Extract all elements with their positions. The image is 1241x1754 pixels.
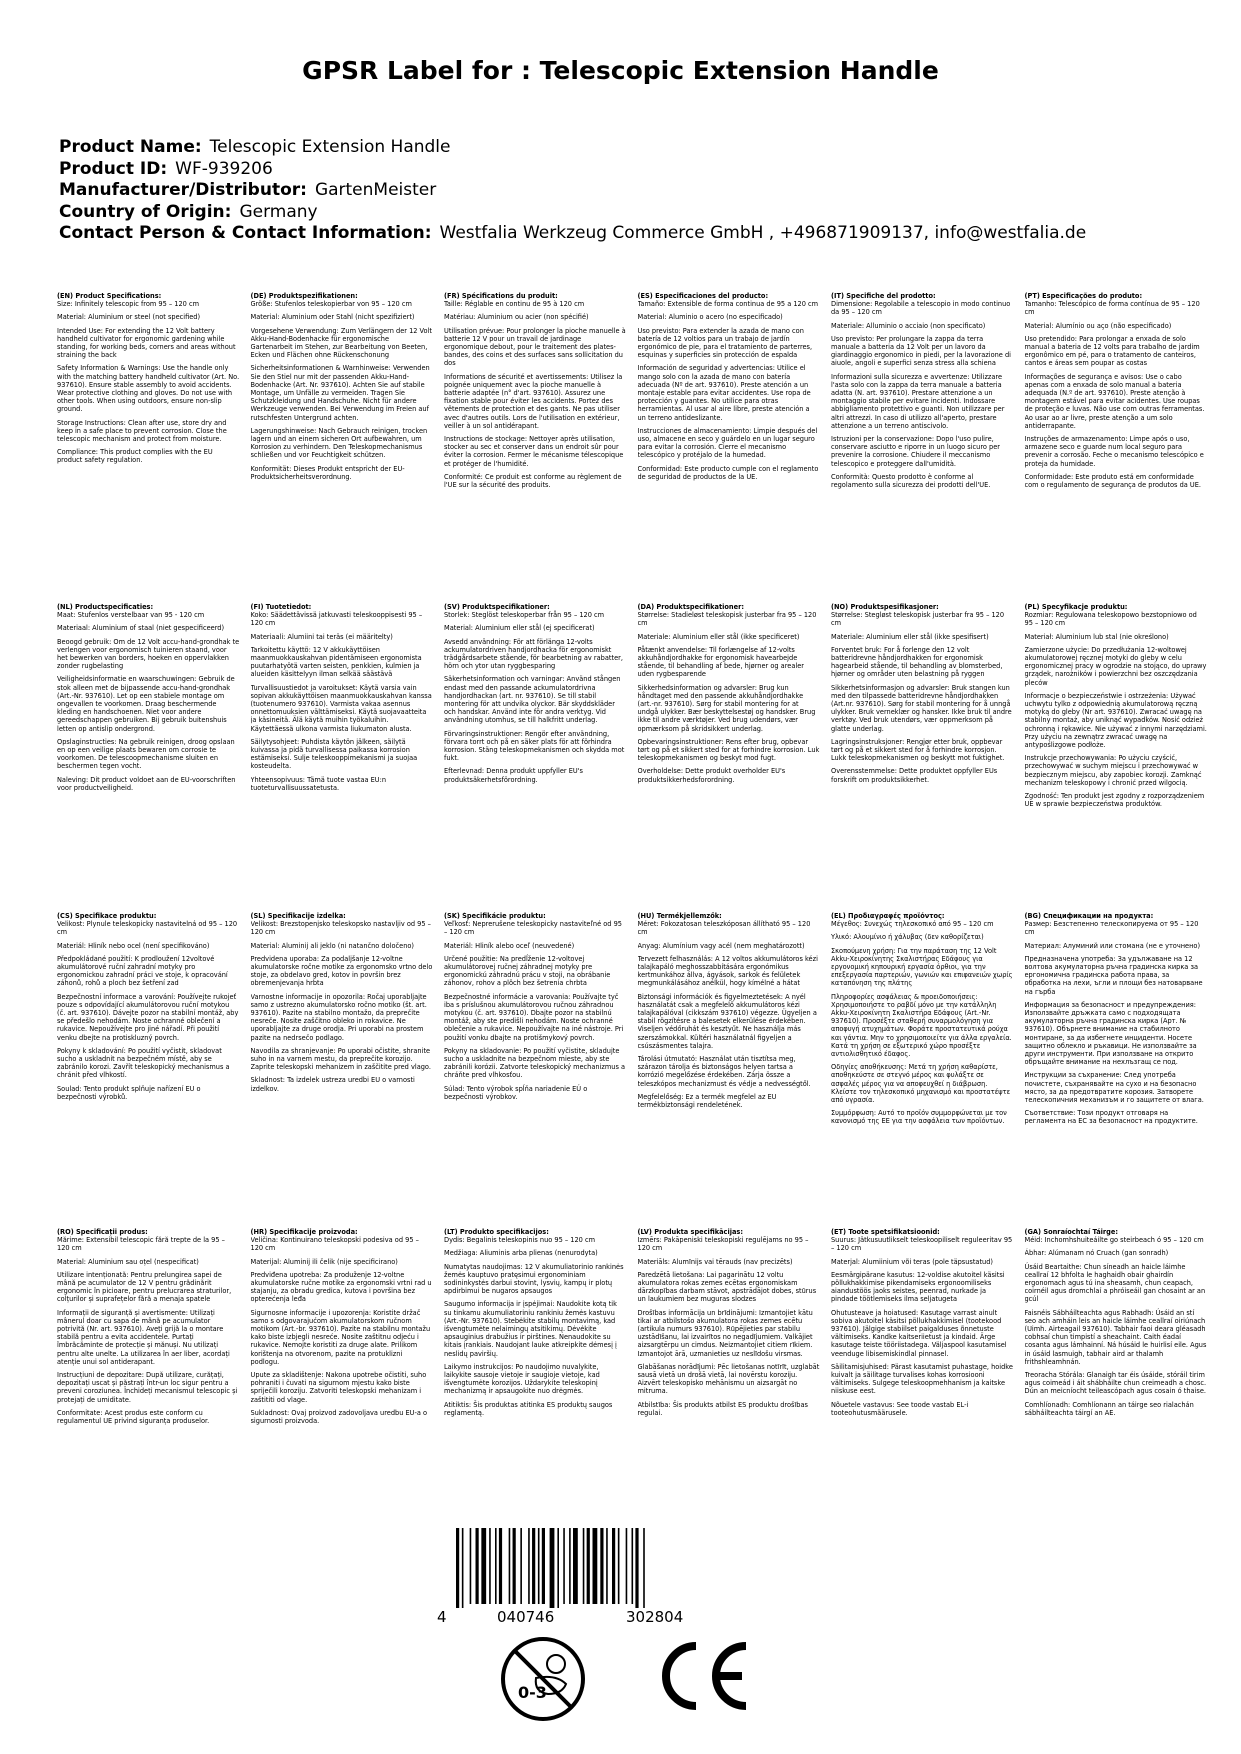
spec-paragraph: Maat: Stufenlos verstelbaar van 95 - 120 cm bbox=[57, 611, 205, 620]
spec-paragraph: Opslaginstructies: Na gebruik reinigen, droog opslaan en op een veilige plaats bewaren om corrosie te voorkomen. De telescoopmechanisme sluiten en beschermen tegen vocht. bbox=[57, 737, 235, 771]
spec-paragraph: Informations de sécurité et avertissements: Utilisez la poignée uniquement avec la pioche manuelle à batterie adaptée (n° d'art. 937610). Assurez une fixation stable pour éviter les accidents. Portez des vêtements de protection et des gants. Ne pas utiliser avec d'autres outils. Lors de l'utilisation en extérieur, veiller à un sol antidérapant. bbox=[444, 372, 623, 430]
language-block bbox=[638, 1228, 821, 1430]
barcode-bar bbox=[481, 1528, 486, 1604]
spec-paragraph: Navodila za shranjevanje: Po uporabi očistite, shranite suho in na varnem mestu, da preprečite korozijo. Zaprite teleskopski mehanizem in zaščitite pred vlago. bbox=[250, 1046, 431, 1072]
language-heading: (EL) Προδιαγραφές προϊόντος: bbox=[831, 912, 945, 920]
spec-paragraph: Σκοπούμενη χρήση: Για την παράταση της 12 Volt Akku-Χειροκίνητης Σκαλιστήρας Εδάφους για εργονομική κηπουρική εργασία όρθιοι, για την επεξεργασία παρτεριών, γωνιών και επιφανειών χωρίς καταπόνηση της πλάτης bbox=[831, 946, 1013, 988]
language-heading: (HR) Specifikacije proizvoda: bbox=[250, 1228, 358, 1236]
language-heading: (LV) Produkta specifikācijas: bbox=[637, 1228, 743, 1236]
barcode-bar bbox=[635, 1528, 638, 1608]
spec-paragraph: Rozmiar: Regulowana teleskopowo bezstopniowo od 95 – 120 cm bbox=[1024, 611, 1197, 628]
age-restriction-icon bbox=[498, 1634, 588, 1724]
spec-paragraph: Størrelse: Stegløst teleskopisk justerbar fra 95 – 120 cm bbox=[831, 611, 1005, 628]
barcode-digits-left: 040746 bbox=[497, 1608, 555, 1626]
spec-paragraph: Materiál: Hliník nebo ocel (není specifikováno) bbox=[57, 941, 210, 950]
language-heading: (CS) Specifikace produktu: bbox=[57, 912, 157, 920]
language-heading: (DA) Produktspecifikationer: bbox=[637, 603, 744, 611]
spec-paragraph: Izmērs: Pakāpeniski teleskopiski regulējams no 95 – 120 cm bbox=[637, 1236, 809, 1253]
spec-paragraph: Comhlíonadh: Comhlíonann an táirge seo rialachán sábháilteachta táirgí an AE. bbox=[1024, 1400, 1194, 1417]
spec-paragraph: Upute za skladištenje: Nakona upotrebe očistiti, suho pohraniti i čuvati na sigurnom mjestu kako biste spriječili koroziju. Zatvoriti teleskopski mehanizam i zaštititi od vlage. bbox=[250, 1371, 427, 1404]
language-block bbox=[1025, 603, 1208, 813]
spec-paragraph: Anyag: Alumínium vagy acél (nem meghatározott) bbox=[637, 941, 805, 950]
spec-paragraph: Material: Aluminium sau oțel (nespecificat) bbox=[57, 1257, 199, 1266]
barcode-bar bbox=[563, 1528, 565, 1604]
spec-paragraph: Съответствие: Този продукт отговаря на регламента на ЕС за безопасност на продуктите. bbox=[1024, 1109, 1198, 1126]
language-heading: (SK) Špecifikácie produktu: bbox=[444, 912, 546, 920]
language-block bbox=[1025, 1228, 1208, 1430]
spec-paragraph: Soulad: Tento produkt splňuje nařízení EU o bezpečnosti výrobků. bbox=[57, 1084, 201, 1101]
spec-paragraph: Veľkosť: Neprerušene teleskopicky nastaviteľné od 95 – 120 cm bbox=[444, 920, 622, 937]
language-block bbox=[1025, 912, 1208, 1131]
spec-paragraph: Sicherheitsinformationen & Warnhinweise: Verwenden Sie den Stiel nur mit der passenden Akku-Hand-Bodenhacke (Art. Nr. 937610). Achten Sie auf stabile Montage, um Unfälle zu vermeiden. Tragen Sie Schutzkleidung und Handschuhe. Nicht für andere Werkzeuge verwenden. Bei Verwendung im Freien auf rutschfesten Untergrund achten. bbox=[250, 364, 430, 422]
spec-paragraph: Numatytas naudojimas: 12 V akumuliatorinio rankinės žemės kauptuvo pratęsimui ergonominiam sodininkystės darbui stovint, lysvių, kampų ir plotų apdirbimui be nugaros apsaugos bbox=[444, 1262, 624, 1296]
barcode-bar bbox=[495, 1528, 497, 1604]
info-line bbox=[59, 223, 1209, 245]
spec-paragraph: Velikost: Brezstopenjsko teleskopsko nastavljiv od 95 – 120 cm bbox=[250, 920, 431, 937]
spec-paragraph: Instrucciones de almacenamiento: Limpie después del uso, almacene en seco y guárdelo en un lugar seguro para evitar la corrosión. Cierre el mecanismo telescópico y protéjalo de la humedad. bbox=[637, 426, 818, 460]
spec-paragraph: Forventet bruk: For å forlenge den 12 volt batteridrevne håndjordhakken for ergonomisk hagearbeid stående, til behandling av blomsterbed, hjørner og områder uten belastning på ryggen bbox=[831, 645, 1003, 679]
spec-paragraph: Mărime: Extensibil telescopic fără trepte de la 95 – 120 cm bbox=[57, 1236, 225, 1253]
language-block bbox=[251, 1228, 434, 1430]
info-value: WF-939206 bbox=[175, 158, 273, 179]
spec-paragraph: Zamierzone użycie: Do przedłużania 12-woltowej akumulatorowej ręcznej motyki do gleby w celu ergonomicznej pracy w ogrodzie na stojąco, do uprawy grządek, narożników i powierzchni bez oszczędzania pleców bbox=[1024, 645, 1207, 687]
spec-paragraph: Eesmärgipärane kasutus: 12-voldise akutoitel käsitsi pöllukhakkimise pikendamiseks ergonoomiliseks aiandustöös jaoks seistes, peenrad, nurkade ja pindade töötlemiseks ilma seljatugeta bbox=[831, 1270, 1005, 1304]
spec-paragraph: Konformität: Dieses Produkt entspricht der EU-Produktsicherheitsverordnung. bbox=[250, 464, 405, 481]
spec-paragraph: Uso previsto: Para extender la azada de mano con batería de 12 voltios para un trabajo de jardín ergonómico de pie, para el tratamiento de parterres, esquinas y superficies sin protección de espalda bbox=[637, 326, 813, 360]
spec-paragraph: Materiale: Aluminium eller stål (ikke specificeret) bbox=[637, 632, 800, 641]
spec-paragraph: Material: Aluminium or steel (not specified) bbox=[57, 313, 201, 322]
spec-paragraph: Overensstemmelse: Dette produktet oppfyller EUs forskrift om produktsikkerhet. bbox=[831, 767, 998, 784]
spec-paragraph: Utilisation prévue: Pour prolonger la pioche manuelle à batterie 12 V pour un travail de jardinage ergonomique debout, pour le traitement des plates-bandes, des coins et des surfaces sans sollicitation du dos bbox=[444, 326, 626, 368]
language-heading: (SL) Specifikacije izdelka: bbox=[250, 912, 346, 920]
spec-paragraph: Säilitamisjuhised: Pärast kasutamist puhastage, hoidke kuivalt ja säilitage turvalises kohas korrosiooni vältimiseks. Sulgege teleskoopmehhanism ja kaitske niiskuse eest. bbox=[831, 1362, 1013, 1396]
spec-paragraph: Size: Infinitely telescopic from 95 – 120 cm bbox=[57, 300, 200, 309]
spec-paragraph: Dimensione: Regolabile a telescopio in modo continuo da 95 – 120 cm bbox=[831, 300, 1011, 317]
barcode-bar bbox=[593, 1528, 598, 1604]
barcode-bar bbox=[600, 1528, 603, 1604]
barcode-bar bbox=[626, 1528, 628, 1604]
barcode-bar bbox=[509, 1528, 511, 1604]
spec-paragraph: Beoogd gebruik: Om de 12 Volt accu-hand-grondhak te verlengen voor ergonomisch tuinieren staand, voor het bewerken van borders, hoeken en oppervlakken zonder rugbelasting bbox=[57, 637, 240, 671]
spec-paragraph: Overholdelse: Dette produkt overholder EU's produktsikkerhedsforordning. bbox=[637, 767, 786, 784]
language-block bbox=[57, 292, 240, 494]
spec-paragraph: Bezpečnostní informace a varování: Používejte rukojeť pouze s odpovídající akumulátorovou ruční motykou (č. art. 937610). Dávejte pozor na stabilní montáž, aby se předešlo nehodám. Noste ochranné oblečení a rukavice. Nepoužívejte pro jiné nářadí. Při použití venku dbejte na protiskluzný povrch. bbox=[57, 992, 239, 1042]
spec-paragraph: Yhteensopivuus: Tämä tuote vastaa EU:n tuoteturvallisuussatetusta. bbox=[250, 775, 387, 792]
language-block bbox=[831, 1228, 1014, 1430]
spec-paragraph: Instructions de stockage: Nettoyer après utilisation, stocker au sec et conserver dans un endroit sûr pour éviter la corrosion. Fermer le mécanisme télescopique et protéger de l'humidité. bbox=[444, 435, 624, 468]
spec-paragraph: Opbevaringsinstruktioner: Rens efter brug, opbevar tørt og på et sikkert sted for at forhindre korrosion. Luk teleskopmekanismen og beskyt mod fugt. bbox=[637, 737, 820, 763]
spec-paragraph: Pokyny na skladovanie: Po použití vyčistite, skladujte sucho a uskladnite na bezpečnom mieste, aby ste zabránili korózii. Zatvorte teleskopický mechanizmus a chráňte pred vlhkosťou. bbox=[444, 1046, 626, 1080]
barcode-digit-first: 4 bbox=[437, 1608, 447, 1626]
info-line bbox=[59, 202, 1209, 224]
spec-paragraph: Tamaño: Extensible de forma continua de 95 a 120 cm bbox=[637, 300, 819, 309]
spec-paragraph: Предназначена употреба: За удължаване на 12 волтова акумулаторна ръчна градинска кирка за ергономична градинска работа права, за обработка на лехи, ъгли и площи без натоварване на гърба bbox=[1024, 954, 1203, 996]
info-label: Manufacturer/Distributor: bbox=[59, 180, 307, 200]
language-row bbox=[57, 912, 1207, 1131]
spec-paragraph: Matériau: Aluminium ou acier (non spécifié) bbox=[444, 313, 589, 322]
language-block bbox=[444, 912, 627, 1131]
language-block bbox=[444, 1228, 627, 1430]
spec-paragraph: Veiligheidsinformatie en waarschuwingen: Gebruik de stok alleen met de bijpassende accu-hand-grondhak (Art.-Nr. 937610). Let op een stabiele montage om ongevallen te voorkomen. Draag beschermende kleding en handschoenen. Niet voor andere gereedschappen gebruiken. Bij gebruik buitenshuis letten op antislip ondergrond. bbox=[57, 675, 235, 733]
barcode-bar bbox=[499, 1528, 502, 1604]
spec-paragraph: Avsedd användning: För att förlänga 12-volts ackumulatordriven handjordhacka för ergonomiskt trädgårdsarbete stående, för bearbetning av rabatter, hörn och ytor utan ryggbesparing bbox=[444, 637, 623, 671]
language-heading: (EN) Product Specifications: bbox=[57, 292, 162, 300]
spec-paragraph: Conformidade: Este produto está em conformidade com o regulamento de segurança de produtos da UE. bbox=[1024, 472, 1201, 490]
language-row bbox=[57, 603, 1207, 813]
barcode-bar bbox=[542, 1528, 545, 1604]
barcode-bar bbox=[520, 1528, 522, 1604]
info-value: Westfalia Werkzeug Commerce GmbH , +496871909137, info@westfalia.de bbox=[439, 223, 1087, 243]
language-block bbox=[831, 603, 1014, 813]
spec-paragraph: Méid: Inchomhshuiteáilte go steirbeach ó 95 – 120 cm bbox=[1024, 1236, 1204, 1245]
spec-paragraph: Compliance: This product complies with the EU product safety regulation. bbox=[57, 448, 213, 465]
language-heading: (IT) Specifiche del prodotto: bbox=[831, 292, 936, 300]
spec-paragraph: Material: Aluminio o acero (no especificado) bbox=[637, 313, 783, 322]
spec-paragraph: Tamanho: Telescópico de forma contínua de 95 – 120 cm bbox=[1024, 300, 1200, 317]
spec-paragraph: Velikost: Plynule teleskopicky nastavitelná od 95 – 120 cm bbox=[57, 920, 238, 937]
barcode-bar bbox=[550, 1528, 555, 1608]
spec-paragraph: Størrelse: Stadieløst teleskopisk justerbar fra 95 – 120 cm bbox=[637, 611, 817, 628]
language-heading: (ES) Especificaciones del producto: bbox=[637, 292, 769, 300]
spec-paragraph: Material: Aluminium eller stål (ej specificerat) bbox=[444, 624, 595, 633]
language-heading: (PT) Especificações do produto: bbox=[1024, 292, 1143, 300]
info-label: Contact Person & Contact Information: bbox=[59, 223, 432, 243]
spec-paragraph: Tárolási útmutató: Használat után tisztítsa meg, szárazon tárolja és biztonságos helyen tartsa a korrózió megelőzése érdekében. Zárja össze a teleszkópos mechanizmust és védje a nedvességtől. bbox=[637, 1055, 811, 1088]
spec-paragraph: Nõuetele vastavus: See toode vastab EL-i tooteohutusmäärusele. bbox=[831, 1400, 969, 1417]
spec-paragraph: Instruções de armazenamento: Limpe após o uso, armazene seco e guarde num local seguro para prevenir a corrosão. Feche o mecanismo telescópico e proteja da humidade. bbox=[1024, 435, 1204, 468]
barcode-bar bbox=[489, 1528, 491, 1604]
spec-paragraph: Paredzētā lietošana: Lai pagarinātu 12 voltu akumulatora rokas zemes ecētas ergonomiskam dārzkopības darbam stāvot, apstrādājot dobes, stūrus un laukumiem bez muguras slodzes bbox=[637, 1270, 817, 1304]
info-label: Product ID: bbox=[59, 158, 168, 179]
language-row bbox=[57, 292, 1207, 494]
spec-paragraph: Suurus: Jätkusuutlikselt teleskoopiliselt reguleeritav 95 – 120 cm bbox=[831, 1236, 1013, 1253]
product-info bbox=[59, 137, 1209, 245]
barcode-bar bbox=[583, 1528, 585, 1604]
spec-paragraph: Förvaringsinstruktioner: Rengör efter användning, förvara torrt och på en säker plats för att förhindra korrosion. Stäng teleskopmekanismen och skydda mot fukt. bbox=[444, 729, 625, 763]
spec-paragraph: Efterlevnad: Denna produkt uppfyller EU's produktsäkerhetsförordning. bbox=[444, 767, 583, 784]
barcode bbox=[436, 1528, 736, 1608]
barcode-bar bbox=[573, 1528, 578, 1604]
spec-paragraph: Instrucțiuni de depozitare: După utilizare, curățați, depozitați uscat și păstrați într-un loc sigur pentru a preveni coroziunea. Închideți mecanismul telescopic și protejați de umiditate. bbox=[57, 1371, 238, 1404]
info-value: Germany bbox=[239, 201, 318, 222]
spec-paragraph: Úsáid Beartaithe: Chun síneadh an haicle láimhe ceallraí 12 bhfolta le haghaidh obair ghairdín ergonomach agus tú ina sheasamh, chun ceapach, coirnéil agus dromchlaí a phróiseáil gan chosaint ar an gcúl bbox=[1024, 1262, 1206, 1304]
spec-paragraph: Megfelelőség: Ez a termék megfelel az EU termékbiztonsági rendeletének. bbox=[637, 1092, 777, 1110]
spec-paragraph: Koko: Säädettävissä jatkuvasti teleskooppisesti 95 – 120 cm bbox=[250, 611, 423, 628]
spec-paragraph: Informacje o bezpieczeństwie i ostrzeżenia: Używać uchwytu tylko z odpowiednią akumulatorową ręczną motyką do gleby (Nr art. 937610). Zwracać uwagę na stabilny montaż, aby uniknąć wypadków. Nosić odzież ochronną i rękawice. Nie używać z innymi narzędziami. Przy użyciu na zewnątrz zwracać uwagę na antypoślizgowe podłoże. bbox=[1024, 691, 1207, 750]
spec-paragraph: Μέγεθος: Συνεχώς τηλεσκοπικό από 95 – 120 cm bbox=[831, 920, 994, 929]
spec-paragraph: Treoracha Stórála: Glanaigh tar éis úsáide, stóráil tirim agus coimeád i áit shábháilte chun creimeadh a chosc. Dún an meicníocht teileascópach agus cosain ó thaise. bbox=[1024, 1371, 1207, 1396]
spec-paragraph: Storlek: Steglöst teleskoperbar från 95 – 120 cm bbox=[444, 611, 605, 620]
spec-paragraph: Atbilstība: Šis produkts atbilst ES produktu drošības regulai. bbox=[637, 1400, 808, 1417]
spec-paragraph: Material: Aluminium oder Stahl (nicht spezifiziert) bbox=[250, 313, 415, 322]
barcode-bar bbox=[513, 1528, 516, 1604]
spec-paragraph: Bezpečnostné informácie a varovania: Používajte tyč iba s príslušnou akumulátorovou ručnou záhradnou motykou (č. art. 937610). Dbajte pozor na stabilnú montáž, aby ste predišli nehodám. Noste ochranné oblečenie a rukavice. Nepoužívajte na iné nástroje. Pri použití vonku dbajte na protišmykový povrch. bbox=[444, 992, 624, 1042]
language-block bbox=[57, 1228, 240, 1430]
barcode-bar bbox=[606, 1528, 608, 1604]
language-heading: (SV) Produktspecifikationer: bbox=[444, 603, 550, 611]
spec-paragraph: Инструкции за съхранение: След употреба почистете, съхранявайте на сухо и на безопасно място, за да предотвратите корозия. Затворете телескопичния механизъм и го защитете от влага. bbox=[1024, 1071, 1204, 1105]
language-heading: (FR) Spécifications du produit: bbox=[444, 292, 558, 300]
info-line bbox=[59, 180, 1209, 202]
spec-paragraph: Taille: Réglable en continu de 95 à 120 cm bbox=[444, 300, 585, 309]
spec-paragraph: Méret: Fokozatosan teleszkóposan állítható 95 – 120 cm bbox=[637, 920, 811, 937]
language-block bbox=[638, 603, 821, 813]
barcode-bar bbox=[462, 1528, 464, 1608]
spec-paragraph: Faisnéis Sábháilteachta agus Rabhadh: Úsáid an stí seo ach amháin leis an haicle láimhe ceallraí oiriúnach (Uimh. Airteagail 937610). Tabhair faoi deara gléasadh cobhsaí chun timpistí a sheachaint. Caith éadaí cosanta agus lámhainní. Ná húsáid le huirlisí eile. Agus in úsáid lasmuigh, tabhair aird ar thalamh frithshleamhnán. bbox=[1024, 1308, 1207, 1366]
language-heading: (FI) Tuotetiedot: bbox=[250, 603, 312, 611]
spec-paragraph: Materiál: Hliník alebo oceľ (neuvedené) bbox=[444, 941, 575, 950]
info-line bbox=[59, 137, 1209, 159]
spec-paragraph: Conformitate: Acest produs este conform cu regulamentul UE privind siguranța produselor. bbox=[57, 1408, 210, 1426]
spec-paragraph: Materiāls: Alumīnijs vai tērauds (nav precizēts) bbox=[637, 1257, 793, 1266]
barcode-bar bbox=[618, 1528, 620, 1604]
spec-paragraph: Předpokládané použití: K prodloužení 12voltové akumulátorové ruční zahradní motyky pro ergonomickou zahradní práci ve stoje, k opracování záhonů, rohů a ploch bez šetření zad bbox=[57, 954, 228, 988]
spec-paragraph: Atitiktis: Šis produktas atitinka ES produktų saugos reglamentą. bbox=[444, 1400, 613, 1417]
language-block bbox=[638, 912, 821, 1131]
info-value: Telescopic Extension Handle bbox=[209, 137, 451, 157]
spec-paragraph: Turvallisuustiedot ja varoitukset: Käytä varsia vain sopivan akkukäyttöisen maanmuokkauskahvan kanssa (tuotenumero 937610). Varmista vakaa asennus onnettomuuksien välttämiseksi. Käytä suojavaatteita ja käsineitä. Älä käytä muihin työkaluihin. Käytettäessä ulkona varmista liukumaton alusta. bbox=[250, 683, 432, 733]
spec-paragraph: Zgodność: Ten produkt jest zgodny z rozporządzeniem UE w sprawie bezpieczeństwa produktów. bbox=[1024, 792, 1205, 809]
spec-paragraph: Materiaal: Aluminium of staal (niet gespecificeerd) bbox=[57, 624, 225, 633]
language-heading: (NL) Productspecificaties: bbox=[57, 603, 154, 611]
spec-paragraph: Οδηγίες αποθήκευσης: Μετά τη χρήση καθαρίστε, αποθηκεύστε σε στεγνό μέρος και φυλάξτε σε ασφαλές μέρος για να αποφευχθεί η διάβρωση. Κλείστε τον τηλεσκοπικό μηχανισμό και προστατέψτε από υγρασία. bbox=[831, 1063, 1011, 1105]
spec-paragraph: Información de seguridad y advertencias: Utilice el mango solo con la azada de mano con batería adecuada (Nº de art. 937610). Preste atención a un montaje estable para evitar accidentes. Use ropa de protección y guantes. No utilice para otras herramientas. Al usar al aire libre, preste atención a un terreno antideslizante. bbox=[637, 364, 811, 422]
spec-paragraph: Glabāšanas norādījumi: Pēc lietošanas notīrīt, uzglabāt sausā vietā un drošā vietā, lai novērstu koroziju. Aizvērt teleskopisko mehānismu un aizsargāt no mitruma. bbox=[637, 1362, 820, 1396]
spec-paragraph: Drošības informācija un brīdinājumi: Izmantojiet kātu tikai ar atbilstošo akumulatora rokas zemes ecētu (artikula numurs 937610). Rūpējieties par stabilu uzstādīšanu, lai izvairītos no negadījumiem. Valkājiet aizsargtērpu un cimdus. Neizmantojiet citiem rīkiem. Izmantojot ārā, uzmanieties uz neslīdošu virsmas. bbox=[637, 1308, 813, 1358]
spec-paragraph: Materiale: Aluminium eller stål (ikke spesifisert) bbox=[831, 632, 989, 641]
spec-paragraph: Material: Alumínio ou aço (não especificado) bbox=[1024, 321, 1172, 330]
ce-mark-icon bbox=[656, 1640, 752, 1712]
barcode-bar bbox=[569, 1528, 571, 1604]
spec-paragraph: Laikymo instrukcijos: Po naudojimo nuvalykite, laikykite sausoje vietoje ir saugioje vietoje, kad išvengtumėte korozijos. Uždarykite teleskopinį mechanizmą ir apsaugokite nuo drėgmės. bbox=[444, 1362, 600, 1396]
spec-paragraph: Medžiaga: Aliuminis arba plienas (nenurodyta) bbox=[444, 1249, 598, 1258]
language-heading: (NO) Produktspesifikasjoner: bbox=[831, 603, 939, 611]
language-row bbox=[57, 1228, 1207, 1430]
barcode-bar bbox=[632, 1528, 634, 1604]
language-heading: (HU) Termékjellemzők: bbox=[637, 912, 722, 920]
language-block bbox=[57, 603, 240, 813]
language-heading: (RO) Specificații produs: bbox=[57, 1228, 148, 1236]
spec-paragraph: Utilizare intenționată: Pentru prelungirea sapei de mână pe acumulator de 12 V pentru grădinărit ergonomic în picioare, pentru prelucrarea straturilor, colțurilor și suprafețelor fără a menaja spatele bbox=[57, 1270, 232, 1304]
barcode-bar bbox=[456, 1528, 459, 1608]
age-range-text: 0-3 bbox=[518, 1683, 547, 1702]
spec-paragraph: Varnostne informacije in opozorila: Ročaj uporabljajte samo z ustrezno akumulatorsko ročno motiko (št. art. 937610). Pazite na stabilno montažo, da preprečite nesreče. Nosite zaščitno obleko in rokavice. Ne uporabljajte za druge orodja. Pri uporabi na prostem pazite na nedrsečo podlago. bbox=[250, 992, 427, 1042]
spec-paragraph: Materijal: Aluminij ili čelik (nije specificirano) bbox=[250, 1257, 398, 1266]
spec-paragraph: Uso pretendido: Para prolongar a enxada de solo manual a bateria de 12 volts para trabalho de jardim ergonômico em pé, para o tratamento de canteiros, cantos e áreas sem poupar as costas bbox=[1024, 334, 1200, 368]
page-title: GPSR Label for : Telescopic Extension Handle bbox=[302, 56, 939, 85]
spec-paragraph: Sikkerhedsinformation og advarsler: Brug kun håndtaget med den passende akkuhåndjordhakke (art.-nr. 937610). Sørg for stabil montering for at undgå ulykker. Bær beskyttelsestøj og handsker. Brug ikke til andre værktøjer. Ved brug udendørs, vær opmærksom på skridsikkert underlag. bbox=[637, 683, 816, 733]
spec-paragraph: Säilytysohjeet: Puhdista käytön jälkeen, säilytä kuivassa ja pidä turvallisessa paikassa korrosion estämiseksi. Sulje teleskooppimekanismi ja suojaa kosteudelta. bbox=[250, 737, 418, 771]
spec-paragraph: Συμμόρφωση: Αυτό το προϊόν συμμορφώνεται με τον κανονισμό της ΕΕ για την ασφάλεια των προϊόντων. bbox=[831, 1109, 1007, 1126]
language-block bbox=[444, 603, 627, 813]
spec-paragraph: Conformité: Ce produit est conforme au règlement de l'UE sur la sécurité des produits. bbox=[444, 472, 622, 490]
spec-paragraph: Informazioni sulla sicurezza e avvertenze: Utilizzare l'asta solo con la zappa da terra manuale a batteria adatta (N. art. 937610). Prestare attenzione a un montaggio stabile per evitare incidenti. Indossare abbigliamento protettivo e guanti. Non utilizzare per altri attrezzi. In caso di utilizzo all'aperto, prestare attenzione a un terreno antiscivolo. bbox=[831, 372, 1005, 430]
language-block bbox=[251, 912, 434, 1131]
spec-paragraph: Biztonsági információk és figyelmeztetések: A nyél használatát csak a megfelelő akkumulátoros kézi talajkapálóval (cikkszám 937610) végezze. Ügyeljen a stabil rögzítésre a balesetek elkerülése érdekében. Viseljen védőruhát és kesztyűt. Ne használja más szerszámokkal. Kültéri használatnál figyeljen a csúszásmentes talajra. bbox=[637, 992, 817, 1050]
spec-paragraph: Materiale: Alluminio o acciaio (non specificato) bbox=[831, 321, 986, 330]
language-block bbox=[831, 912, 1014, 1131]
barcode-bar bbox=[538, 1528, 540, 1604]
spec-paragraph: Materiał: Aluminium lub stal (nie określono) bbox=[1024, 632, 1169, 641]
spec-paragraph: Sigurnosne informacije i upozorenja: Koristite držač samo s odgovarajućom akumulatorskom ručnom motikom (Art.-br. 937610). Pazite na stabilnu montažu kako biste izbjegli nesreće. Nosite zaštitnu odjeću i rukavice. Nemojte koristiti za druge alate. Prilikom korištenja na otvorenom, pazite na protuklizni podlogu. bbox=[250, 1308, 431, 1366]
spec-paragraph: Υλικό: Αλουμίνιο ή χάλυβας (δεν καθορίζεται) bbox=[831, 933, 984, 942]
spec-paragraph: Intended Use: For extending the 12 Volt battery handheld cultivator for ergonomic gardening while standing, for working beds, corners and areas without straining the back bbox=[57, 326, 236, 360]
spec-paragraph: Ábhar: Alúmanam nó Cruach (gan sonradh) bbox=[1024, 1249, 1169, 1258]
language-block bbox=[1025, 292, 1208, 494]
barcode-digits-right: 302804 bbox=[626, 1608, 684, 1626]
spec-paragraph: Sukladnost: Ovaj proizvod zadovoljava uredbu EU-a o sigurnosti proizvoda. bbox=[250, 1408, 428, 1426]
spec-paragraph: Uso previsto: Per prolungare la zappa da terra manuale a batteria da 12 Volt per un lavoro da giardinaggio ergonomico in piedi, per la lavorazione di aiuole, angoli e superfici senza stress alla schiena bbox=[831, 334, 1011, 368]
spec-paragraph: Material: Aluminij ali jeklo (ni natančno določeno) bbox=[250, 941, 414, 950]
spec-paragraph: Säkerhetsinformation och varningar: Använd stången endast med den passande ackumulatordrivna handjordhackan (art. nr. 937610). Se till stabil montering för att undvika olyckor. Bär skyddskläder och handskar. Använd inte för andra verktyg. Vid användning utomhus, se till halkfritt underlag. bbox=[444, 675, 621, 725]
language-heading: (PL) Specyfikacje produktu: bbox=[1024, 603, 1128, 611]
spec-paragraph: Určené použitie: Na predĺženie 12-voltovej akumulátorovej ručnej záhradnej motyky pre ergonomickú záhradnú prácu v stoji, na obrábanie záhonov, rohov a plôch bez šetrenia chrbta bbox=[444, 954, 611, 988]
spec-paragraph: Dydis: Begalinis teleskopinis nuo 95 – 120 cm bbox=[444, 1236, 596, 1245]
spec-paragraph: Instrukcje przechowywania: Po użyciu czyścić, przechowywać w suchym miejscu i przechowywać w bezpiecznym miejscu, aby zapobiec korozji. Zamknąć mechanizm teleskopowy i chronić przed wilgocią. bbox=[1024, 754, 1202, 787]
spec-paragraph: Påtænkt anvendelse: Til forlængelse af 12-volts akkuhåndjordhakke for ergonomisk havearbejde stående, til behandling af bede, hjørner og arealer uden rygbesparende bbox=[637, 645, 804, 679]
spec-paragraph: Lagerungshinweise: Nach Gebrauch reinigen, trocken lagern und an einem sicheren Ort aufbewahren, um Korrosion zu verhindern. Den Teleskopmechanismus schließen und vor Feuchtigkeit schützen. bbox=[250, 426, 428, 460]
barcode-bar bbox=[532, 1528, 535, 1604]
spec-paragraph: Predvidena uporaba: Za podaljšanje 12-voltne akumulatorske ročne motike za ergonomsko vrtno delo stoje, za obdelavo gred, kotov in površin brez obremenjevanja hrbta bbox=[250, 954, 433, 988]
spec-paragraph: Πληροφορίες ασφάλειας & προειδοποιήσεις: Χρησιμοποιήστε το ραβδί μόνο με την κατάλληλη Akku-Χειροκίνητη Σκαλιστήρα Εδάφους (Art.-Nr. 937610). Προσέξτε σταθερή συναρμολόγηση για αποφυγή ατυχημάτων. Φοράτε προστατευτικά ρούχα και γάντια. Μην το χρησιμοποιείτε για άλλα εργαλεία. Κατά τη χρήση σε εξωτερικό χώρο προσέξτε αντιολισθητικό έδαφος. bbox=[831, 992, 1012, 1059]
spec-paragraph: Skladnost: Ta izdelek ustreza uredbi EU o varnosti izdelkov. bbox=[250, 1076, 415, 1093]
spec-paragraph: Conformità: Questo prodotto è conforme al regolamento sulla sicurezza dei prodotti dell'UE. bbox=[831, 472, 991, 490]
language-heading: (BG) Спецификации на продукта: bbox=[1024, 912, 1154, 920]
language-block bbox=[638, 292, 821, 494]
spec-paragraph: Pokyny k skladování: Po použití vyčistit, skladovat sucho a uskladnit na bezpečném místě, aby se zabránilo korozi. Zavřít teleskopický mechanismus a chránit před vlhkostí. bbox=[57, 1046, 230, 1080]
barcode-bar bbox=[643, 1528, 645, 1608]
spec-paragraph: Размер: Безстепенно телескопируема от 95 – 120 cm bbox=[1024, 920, 1199, 937]
spec-paragraph: Lagringsinstruksjoner: Rengjør etter bruk, oppbevar tørt og på et sikkert sted for å forhindre korrosjon. Lukk teleskopmekanismen og beskytt mot fuktighet. bbox=[831, 737, 1005, 763]
spec-paragraph: Safety Information & Warnings: Use the handle only with the matching battery handheld cultivator (Art. No. 937610). Ensure stable assembly to avoid accidents. Wear protective clothing and gloves. Do not use with other tools. When using outdoors, ensure non-slip ground. bbox=[57, 364, 240, 414]
spec-paragraph: Conformidad: Este producto cumple con el reglamento de seguridad de productos de la UE. bbox=[637, 464, 819, 481]
spec-paragraph: Veličina: Kontinuirano teleskopski podesiva od 95 – 120 cm bbox=[250, 1236, 419, 1253]
language-block bbox=[251, 603, 434, 813]
spec-paragraph: Größe: Stufenlos teleskopierbar von 95 – 120 cm bbox=[250, 300, 412, 309]
barcode-bar bbox=[470, 1528, 472, 1604]
spec-paragraph: Informações de segurança e avisos: Use o cabo apenas com a enxada de solo manual a bateria adequada (N.º de art. 937610). Preste atenção à montagem estável para evitar acidentes. Use roupas de proteção e luvas. Não use com outras ferramentas. Ao usar ao ar livre, preste atenção a um solo antiderrapante. bbox=[1024, 372, 1205, 430]
language-block bbox=[444, 292, 627, 494]
spec-paragraph: Súlad: Tento výrobok spĺňa nariadenie EÚ o bezpečnosti výrobkov. bbox=[444, 1084, 588, 1101]
barcode-bar bbox=[528, 1528, 530, 1604]
info-value: GartenMeister bbox=[314, 180, 437, 200]
barcode-bar bbox=[587, 1528, 590, 1604]
spec-paragraph: Informații de siguranță și avertismente: Utilizați mânerul doar cu sapa de mână pe acumulator potrivită (Nr. art. 937610). Aveți grijă la o montare stabilă pentru a evita accidentele. Purtați îmbrăcăminte de protecție și mănuși. Nu utilizați pentru alte unelte. La utilizarea în aer liber, acordați atenție unui sol antiderapant. bbox=[57, 1308, 230, 1366]
spec-paragraph: Materiaali: Alumiini tai teräs (ei määritelty) bbox=[250, 632, 393, 641]
language-block bbox=[831, 292, 1014, 494]
spec-paragraph: Saugumo informacija ir įspėjimai: Naudokite kotą tik su tinkamu akumuliatoriniu rankiniu žemės kastuvu (Art.-Nr. 937610). Stebėkite stabilų montavimą, kad išvengtumėte nelaimingų atsitikimų. Dėvėkite apsauginius drabužius ir pirštines. Nenaudokite su kitais įrankiais. Naudojant lauke atkreipkite dėmesį į neslidų paviršių. bbox=[444, 1300, 617, 1358]
language-heading: (ET) Toote spetsifikatsioonid: bbox=[831, 1228, 940, 1236]
barcode-bar bbox=[476, 1528, 479, 1604]
language-heading: (DE) Produktspezifikationen: bbox=[250, 292, 358, 300]
spec-paragraph: Информация за безопасност и предупреждения: Използвайте дръжката само с подходящата акумулаторна ръчна градинска кирка (Арт. № 937610). Обърнете внимание на стабилното монтиране, за да избегнете инциденти. Носете защитно облекло и ръкавици. Не използвайте за други инструменти. При използване на открито обръщайте внимание на нехлъзгащ се под. bbox=[1024, 1000, 1197, 1067]
spec-paragraph: Istruzioni per la conservazione: Dopo l'uso pulire, conservare asciutto e riporre in un luogo sicuro per prevenire la corrosione. Chiudere il meccanismo telescopico e proteggere dall'umidità. bbox=[831, 435, 1000, 468]
spec-paragraph: Storage Instructions: Clean after use, store dry and keep in a safe place to prevent corrosion. Close the telescopic mechanism and protect from moisture. bbox=[57, 418, 227, 444]
spec-paragraph: Vorgesehene Verwendung: Zum Verlängern der 12 Volt Akku-Hand-Bodenhacke für ergonomische Gartenarbeit im Stehen, zur Bearbeitung von Beeten, Ecken und Flächen ohne Rückenschonung bbox=[250, 326, 432, 360]
info-line bbox=[59, 159, 1209, 181]
spec-paragraph: Predviđena upotreba: Za produženje 12-voltne akumulatorske ručne motike za ergonomski vrtni rad u stajanju, za obradu gredica, kutova i površina bez opterećenja leđa bbox=[250, 1270, 432, 1304]
spec-paragraph: Ohutusteave ja hoiatused: Kasutage varrast ainult sobiva akutoitel käsitsi pöllukhakkimisel (tootekood 937610). Jälgige stabiilset paigalduses õnnetuste vältimiseks. Kandke kaitseriietust ja kindaid. Ärge kasutage teiste tööriistadega. Väljaspool kasutamisel veenduge libisemiskindlal pinnasel. bbox=[831, 1308, 1007, 1358]
language-heading: (GA) Sonraíochtaí Táirge: bbox=[1024, 1228, 1118, 1236]
info-label: Country of Origin: bbox=[59, 201, 232, 222]
barcode-bar bbox=[612, 1528, 615, 1604]
spec-paragraph: Tervezett felhasználás: A 12 voltos akkumulátoros kézi talajkapáló meghosszabbítására ergonómikus kertmunkához állva, ágyások, sarkok és felületek megmunkálásához anélkül, hogy kímélné a hátat bbox=[637, 954, 818, 988]
info-label: Product Name: bbox=[59, 137, 202, 157]
language-block bbox=[251, 292, 434, 494]
barcode-bar bbox=[557, 1528, 559, 1608]
language-heading: (LT) Produkto specifikacijos: bbox=[444, 1228, 549, 1236]
spec-paragraph: Материал: Алуминий или стомана (не е уточнено) bbox=[1024, 941, 1201, 950]
spec-paragraph: Tarkoitettu käyttö: 12 V akkukäyttöisen maanmuokkauskahvan pidentämiseen ergonomista puutarhatyötä varten seisten, penkkien, kulmien ja alueiden käsittelyyn ilman selkää säästävä bbox=[250, 645, 422, 679]
spec-paragraph: Naleving: Dit product voldoet aan de EU-voorschriften voor productveiligheid. bbox=[57, 775, 236, 792]
spec-paragraph: Materjal: Alumiinium või teras (pole täpsustatud) bbox=[831, 1257, 993, 1266]
language-block bbox=[57, 912, 240, 1131]
spec-paragraph: Sikkerhetsinformasjon og advarsler: Bruk stangen kun med den tilpassede batteridrevne håndjordhakken (Art.nr. 937610). Sørg for stabil montering for å unngå ulykker. Bruk verneklær og hansker. Ikke bruk til andre verktøy. Ved bruk utendørs, vær oppmerksom på glatte underlag. bbox=[831, 683, 1012, 733]
